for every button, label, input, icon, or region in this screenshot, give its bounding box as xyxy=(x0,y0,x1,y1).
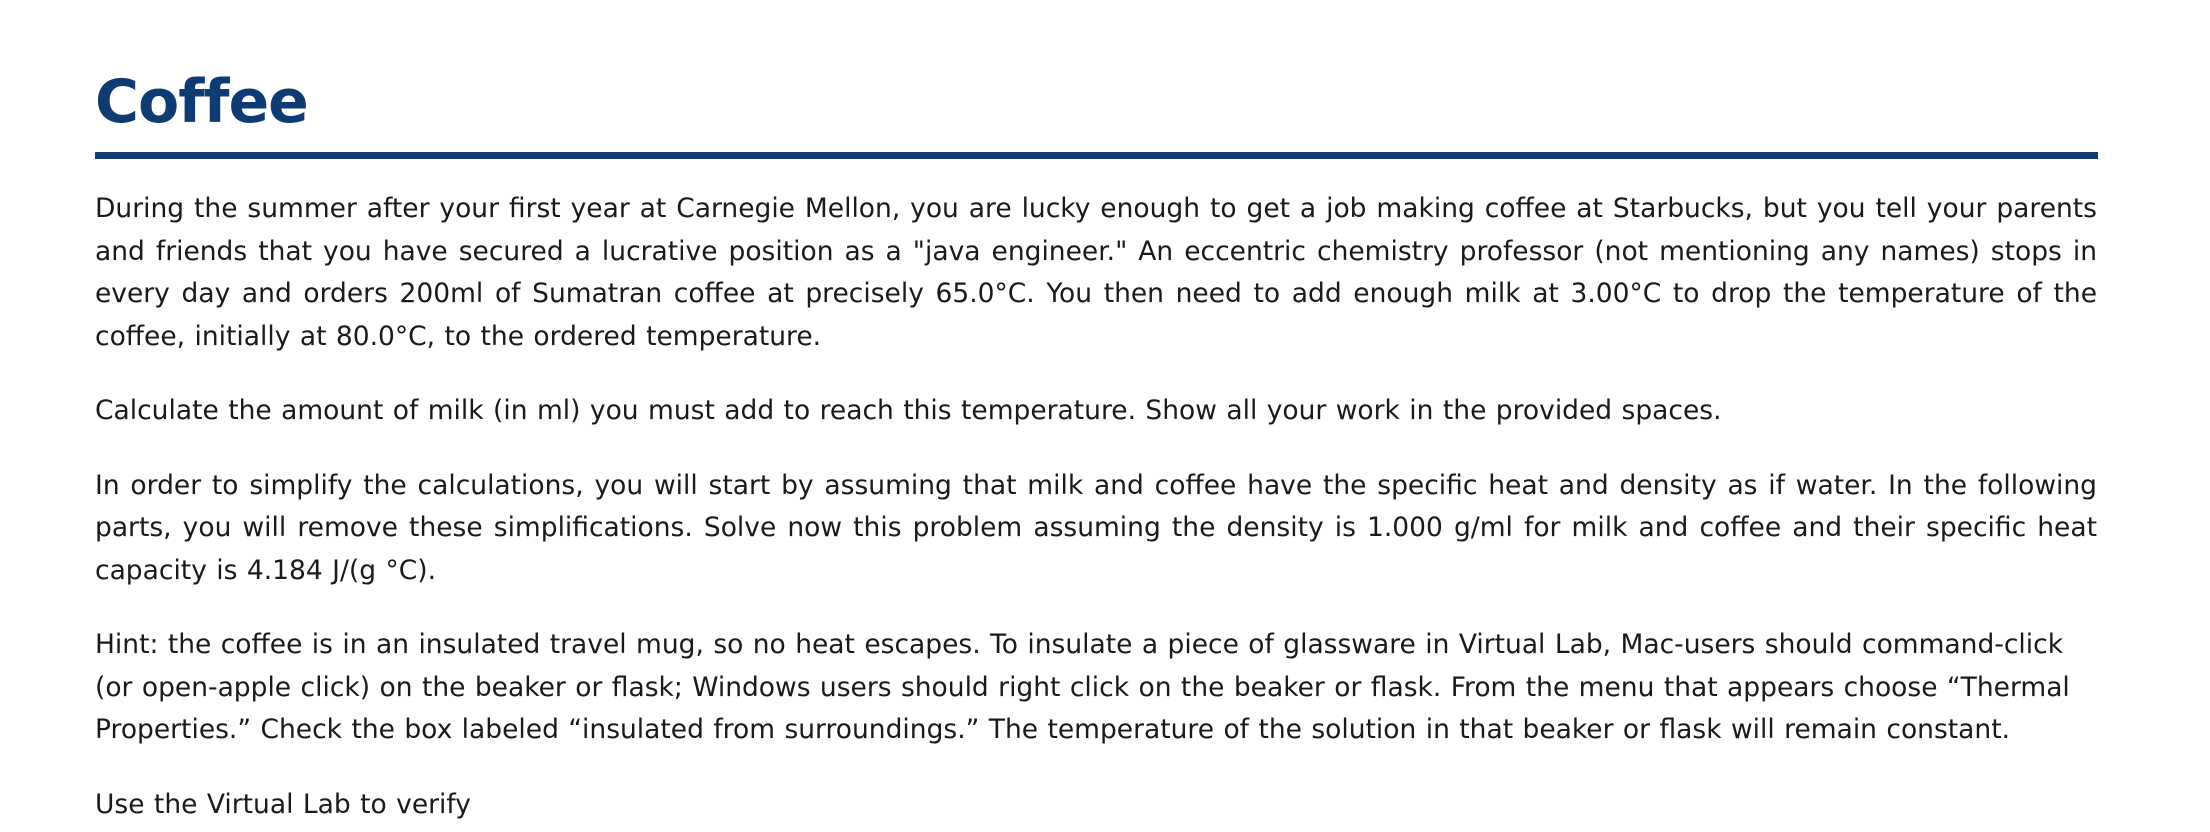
cutoff-paragraph: Use the Virtual Lab to verify xyxy=(95,788,471,820)
hint-paragraph: Hint: the coffee is in an insulated travel mug, so no heat escapes. To insulate a piece of glassware in Virtual Lab, Mac-users should command-click (or open-apple click) on the beaker or flask; Windows users should right click on the beaker or flask. From the menu that appears choose “Thermal Properties.” Check the box labeled “insulated from surroundings.” The temperature of the solution in that beaker or flask will remain constant. xyxy=(95,629,2070,745)
document-page xyxy=(95,0,2097,826)
intro-paragraph: During the summer after your first year at Carnegie Mellon, you are lucky enough to get a job making coffee at Starbucks, but you tell your parents and friends that you have secured a lucrative position as a "java engineer." An eccentric chemistry professor (not mentioning any names) stops in every day and orders 200ml of Sumatran coffee at precisely 65.0°C. You then need to add enough milk at 3.00°C to drop the temperature of the coffee, initially at 80.0°C, to the ordered temperature. xyxy=(95,193,2097,352)
simplification-paragraph: In order to simplify the calculations, you will start by assuming that milk and coffee have the specific heat and density as if water. In the following parts, you will remove these simplifications. Solve now this problem assuming the density is 1.000 g/ml for milk and coffee and their specific heat capacity is 4.184 J/(g °C). xyxy=(95,469,2097,586)
title-divider xyxy=(95,152,2098,159)
page-title: Coffee xyxy=(95,67,308,137)
task-paragraph: Calculate the amount of milk (in ml) you must add to reach this temperature. Show all your work in the provided spaces. xyxy=(95,395,1722,426)
